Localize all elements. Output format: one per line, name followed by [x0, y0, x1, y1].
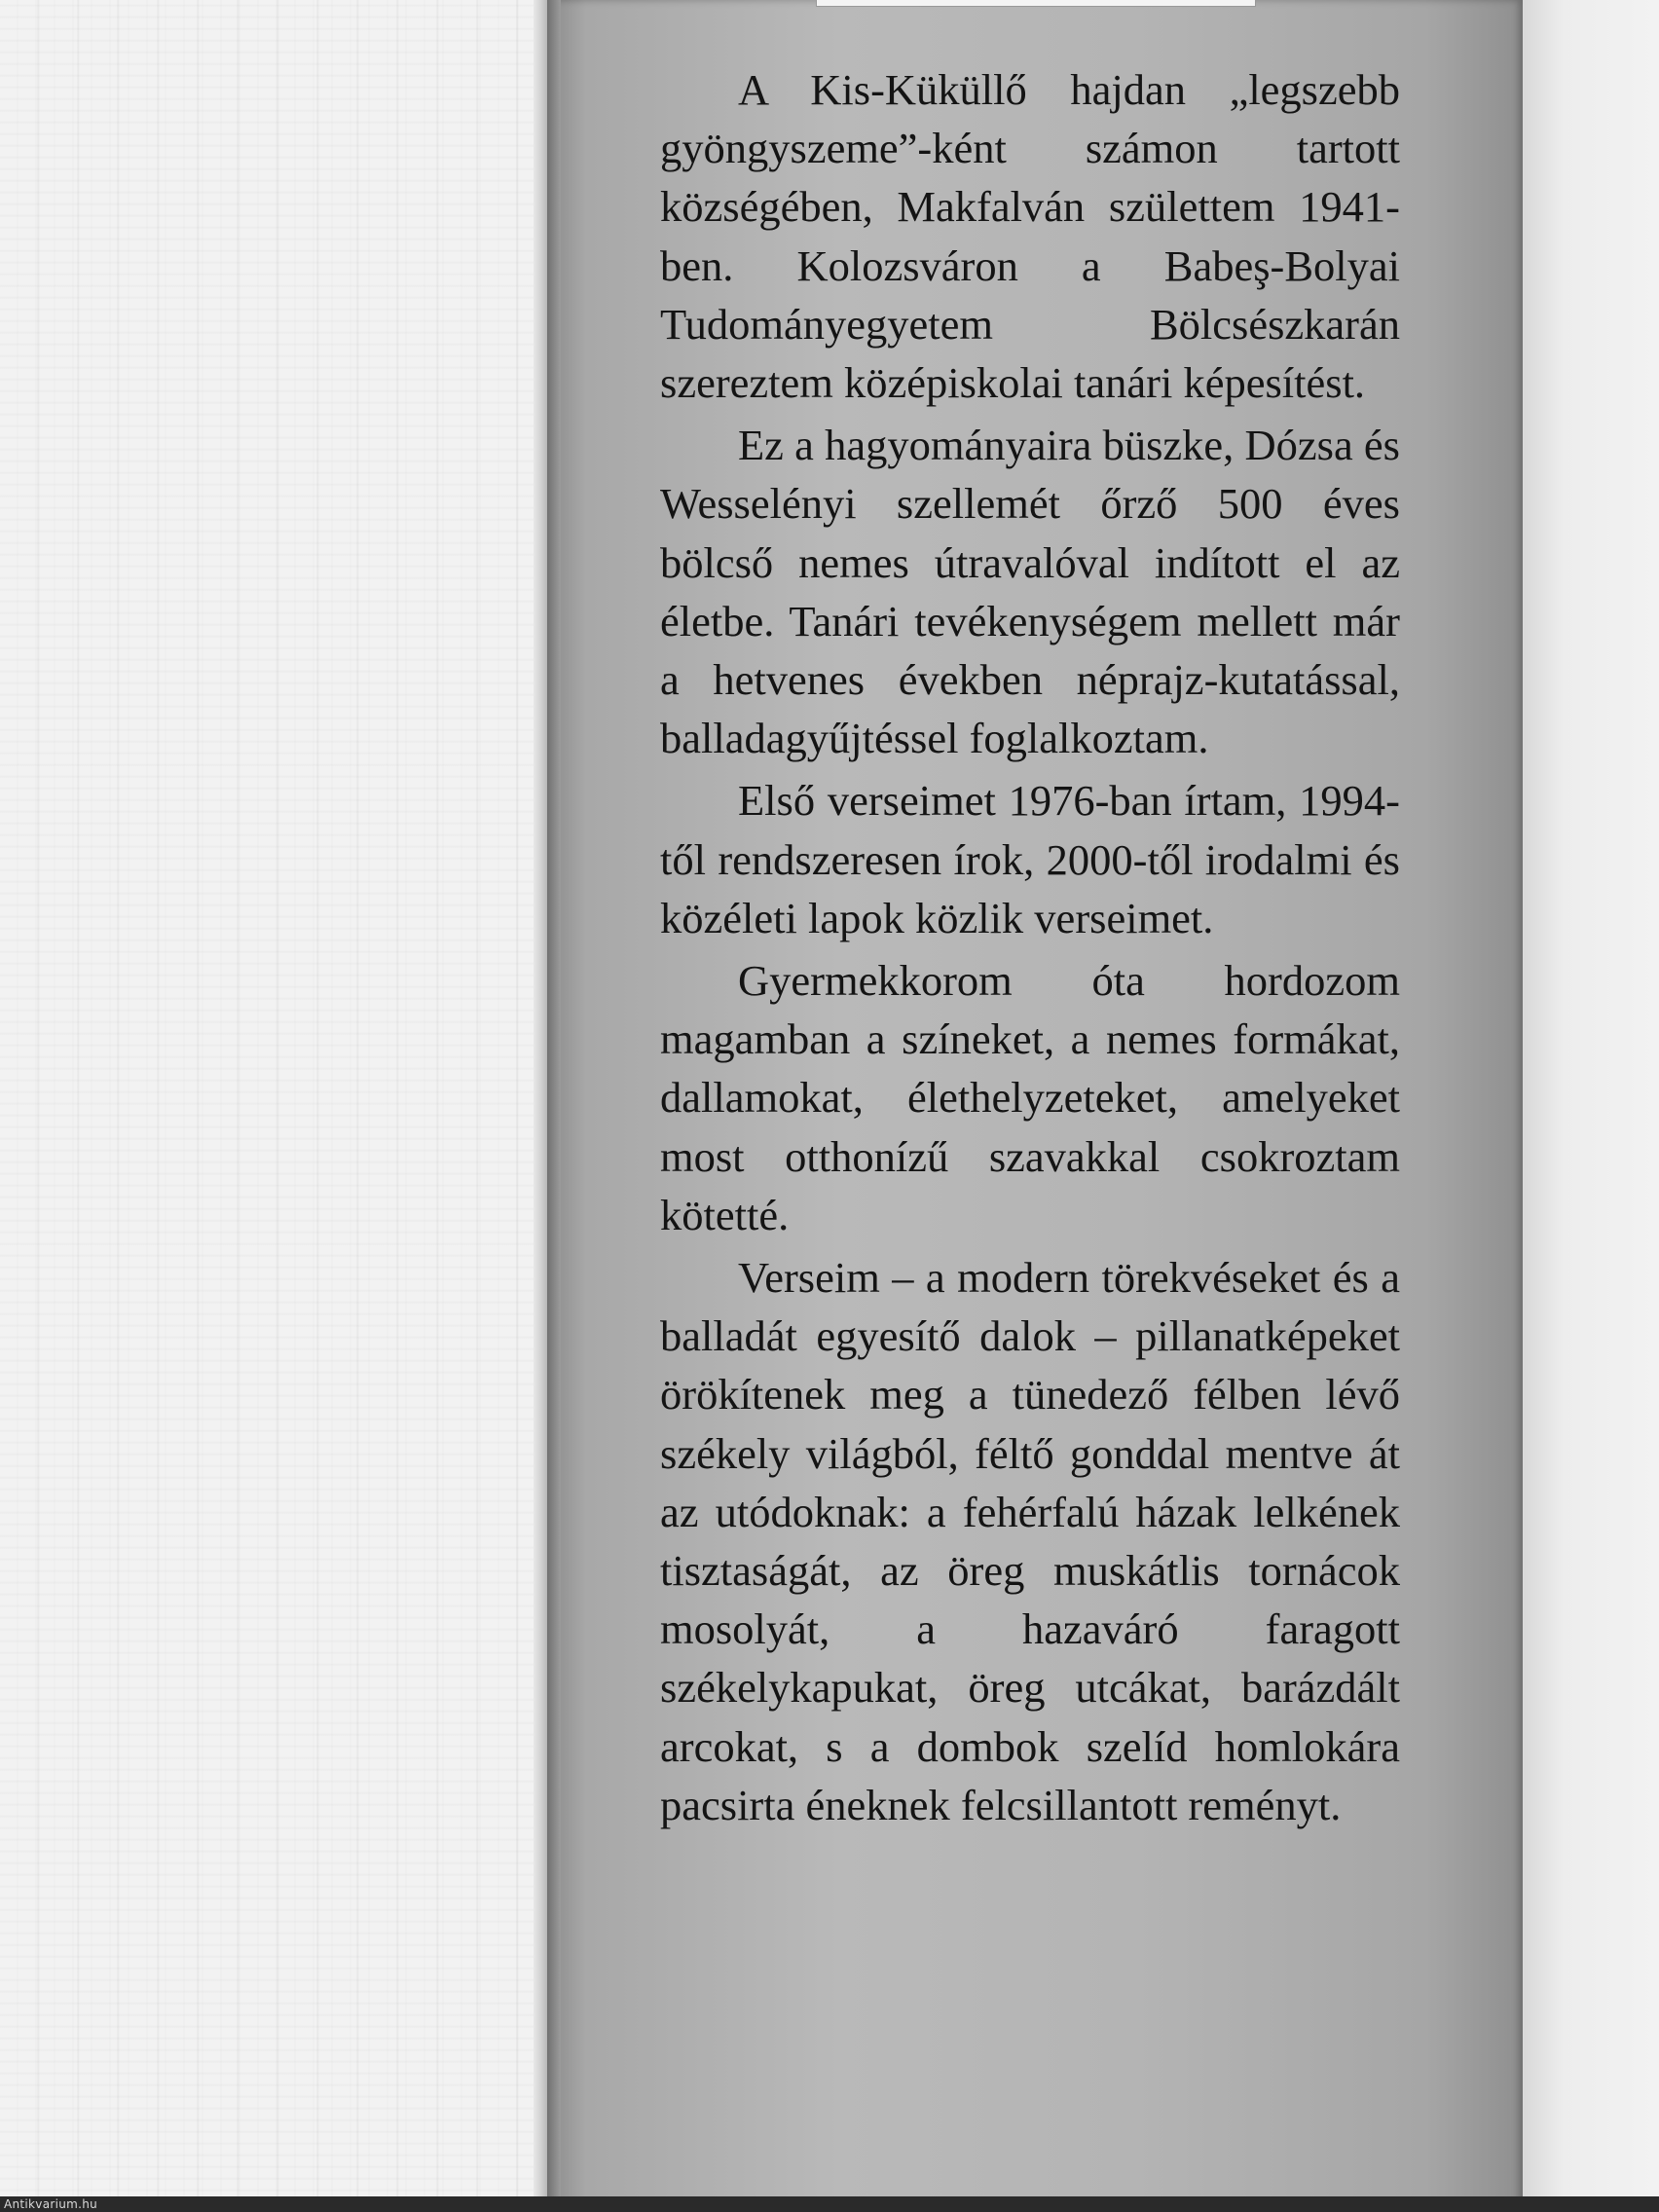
blurb-paragraph-3: Első verseimet 1976-ban írtam, 1994-től rendszeresen írok, 2000-től irodalmi és közéleti lapok közlik verseimet. [660, 776, 1400, 942]
left-white-page [0, 0, 545, 2212]
right-background [1523, 0, 1659, 2212]
watermark-text: Antikvarium.hu [4, 2197, 98, 2211]
blurb-paragraph-1: A Kis-Küküllő hajdan „legszebb gyöngyszeme”-ként számon tartott községében, Makfalván születtem 1941-ben. Kolozsváron a Babeş-Bolyai Tudományegyetem Bölcsészkarán szereztem középiskolai tanári képesítést. [660, 65, 1400, 408]
bottom-dark-band [0, 2196, 1659, 2212]
blurb-paragraph-4: Gyermekkorom óta hordozom magamban a színeket, a nemes formákat, dallamokat, élethelyzeteket, amelyeket most otthonízű szavakkal csokroztam kötetté. [660, 956, 1400, 1239]
top-tab [816, 0, 1256, 7]
cover-spine-strip [547, 0, 561, 2212]
blurb-text [660, 60, 1400, 1838]
blurb-paragraph-5: Verseim – a modern törekvéseket és a balladát egyesítő dalok – pillanatképeket örökítenek meg a tünedező félben lévő székely világból, féltő gonddal mentve át az utódoknak: a fehérfalú házak lelkének tisztaságát, az öreg muskátlis tornácok mosolyát, a hazaváró faragott székelykapukat, öreg utcákat, barázdált arcokat, s a dombok szelíd homlokára pacsirta éneknek felcsillantott reményt. [660, 1253, 1400, 1829]
blurb-paragraph-2: Ez a hagyományaira büszke, Dózsa és Wesselényi szellemét őrző 500 éves bölcső nemes útravalóval indított el az életbe. Tanári tevékenységem mellett már a hetvenes években néprajz-kutatással, balladagyűjtéssel foglalkoztam. [660, 421, 1400, 763]
page-edge [534, 0, 547, 2212]
